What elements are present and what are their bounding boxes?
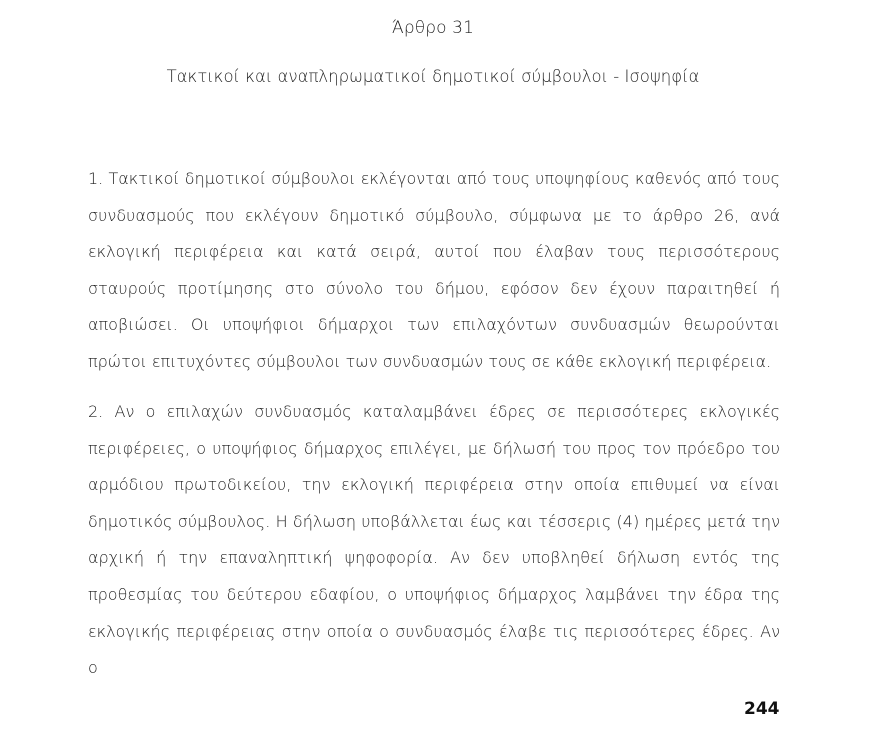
article-title: Τακτικοί και αναπληρωματικοί δημοτικοί σύμβουλοι - Ισοψηφία bbox=[166, 67, 700, 86]
article-number: Άρθρο 31 bbox=[392, 18, 474, 38]
paragraph-1: 1. Τακτικοί δημοτικοί σύμβουλοι εκλέγονται από τους υποψηφίους καθενός από τους συνδυασμούς που εκλέγουν δημοτικό σύμβουλο, σύμφωνα με το άρθρο 26, ανά εκλογική περιφέρεια και κατά σειρά, αυτοί που έλαβαν τους περισσότερους σταυρούς προτίμησης στο σύνολο του δήμου, εφόσον δεν έχουν παραιτηθεί ή αποβιώσει. Οι υποψήφιοι δήμαρχοι των επιλαχόντων συνδυασμών θεωρούνται πρώτοι επιτυχόντες σύμβουλοι των συνδυασμών τους σε κάθε εκλογική περιφέρεια. bbox=[88, 169, 780, 371]
paragraph-2: 2. Αν ο επιλαχών συνδυασμός καταλαμβάνει έδρες σε περισσότερες εκλογικές περιφέρειες, ο υποψήφιος δήμαρχος επιλέγει, με δήλωσή του προς τον πρόεδρο του αρμόδιου πρωτοδικείου, την εκλογική περιφέρεια στην οποία επιθυμεί να είναι δημοτικός σύμβουλος. Η δήλωση υποβάλλεται έως και τέσσερις (4) ημέρες μετά την αρχική ή την επαναληπτική ψηφοφορία. Αν δεν υποβληθεί δήλωση εντός της προθεσμίας του δεύτερου εδαφίου, ο υποψήφιος δήμαρχος λαμβάνει την έδρα της εκλογικής περιφέρειας στην οποία ο συνδυασμός έλαβε τις περισσότερες έδρες. Αν ο bbox=[88, 402, 780, 678]
page-number: 244 bbox=[744, 699, 780, 719]
